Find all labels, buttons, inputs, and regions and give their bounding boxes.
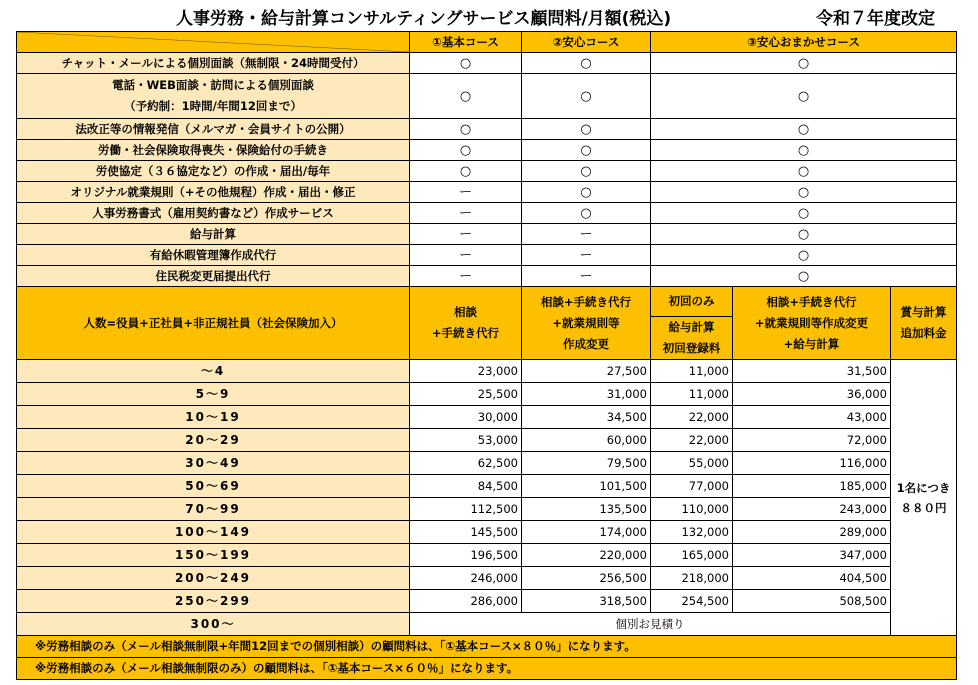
employee-range: 200～249: [17, 567, 410, 590]
availability-mark: ○: [651, 140, 957, 161]
note-row: [17, 658, 957, 680]
header-line: +給与計算: [783, 336, 840, 351]
fee-table: [16, 31, 957, 680]
service-label-line: 有給休暇管理簿作成代行: [149, 247, 277, 262]
course-omakase-header: ③安心おまかせコース: [651, 32, 957, 53]
availability-mark: ○: [522, 203, 651, 224]
service-label: [17, 203, 410, 224]
basic-fee: 53,000: [410, 429, 522, 452]
basic-fee: 196,500: [410, 544, 522, 567]
fee-row: [17, 360, 957, 383]
header-line: +手続き代行: [431, 326, 500, 340]
service-label-line: 人事労務書式（雇用契約書など）作成サービス: [92, 205, 334, 220]
service-label: [17, 53, 410, 74]
employee-range: 100～149: [17, 521, 410, 544]
page-title: 人事労務・給与計算コンサルティングサービス顧問料/月額(税込): [176, 9, 672, 29]
service-label: [17, 266, 410, 287]
service-label-line: 労使協定（３６協定など）の作成・届出/毎年: [95, 163, 331, 178]
omakase-fee: 72,000: [733, 429, 891, 452]
service-label-line: 電話・WEB面談・訪問による個別面談: [112, 78, 314, 92]
fee-row: [17, 452, 957, 475]
fee-row: [17, 383, 957, 406]
initial-only-header: 初回のみ: [651, 287, 733, 317]
availability-mark: ○: [651, 224, 957, 245]
service-row: [17, 266, 957, 287]
header-line: +就業規則等作成変更: [754, 315, 869, 330]
omakase-fee: 508,500: [733, 590, 891, 613]
service-row: [17, 245, 957, 266]
omakase-fee: 289,000: [733, 521, 891, 544]
availability-mark: ー: [522, 245, 651, 266]
basic-fee: 30,000: [410, 406, 522, 429]
omakase-fee: 404,500: [733, 567, 891, 590]
quote-cell: 個別お見積り: [410, 613, 891, 636]
header-line: 追加料金: [900, 326, 947, 340]
initial-fee: 11,000: [651, 360, 733, 383]
fee-row: [17, 544, 957, 567]
anshin-fee: 318,500: [522, 590, 651, 613]
omakase-fee: 43,000: [733, 406, 891, 429]
service-row: [17, 161, 957, 182]
course-header-row: [17, 32, 957, 53]
omakase-fee: 185,000: [733, 475, 891, 498]
employee-range: 70～99: [17, 498, 410, 521]
omakase-fee-header: [733, 287, 891, 360]
availability-mark: ○: [651, 203, 957, 224]
service-row: [17, 203, 957, 224]
basic-fee: 246,000: [410, 567, 522, 590]
availability-mark: ー: [410, 224, 522, 245]
service-label-line: 法改正等の情報発信（メルマガ・会員サイトの公開）: [75, 121, 351, 136]
anshin-fee: 34,500: [522, 406, 651, 429]
service-label: [17, 245, 410, 266]
revision-label: 令和７年度改定: [816, 9, 935, 29]
availability-mark: ○: [410, 74, 522, 119]
anshin-fee: 101,500: [522, 475, 651, 498]
service-label: [17, 119, 410, 140]
omakase-fee: 347,000: [733, 544, 891, 567]
employee-range: 250～299: [17, 590, 410, 613]
availability-mark: ○: [410, 53, 522, 74]
anshin-fee-header: [522, 287, 651, 360]
employee-range: 50～69: [17, 475, 410, 498]
availability-mark: ー: [522, 224, 651, 245]
initial-fee: 254,500: [651, 590, 733, 613]
initial-fee: 22,000: [651, 429, 733, 452]
initial-fee: 22,000: [651, 406, 733, 429]
note-row: [17, 636, 957, 658]
availability-mark: ○: [651, 119, 957, 140]
initial-fee: 77,000: [651, 475, 733, 498]
availability-mark: ○: [651, 245, 957, 266]
availability-mark: ー: [410, 203, 522, 224]
service-row: [17, 119, 957, 140]
basic-fee: 62,500: [410, 452, 522, 475]
service-label-line: 給与計算: [190, 226, 236, 241]
fee-row: [17, 590, 957, 613]
header-line: 相談+手続き代行: [766, 294, 857, 309]
initial-fee: 132,000: [651, 521, 733, 544]
availability-mark: ー: [522, 266, 651, 287]
corner-cell: [17, 32, 410, 53]
employee-range: 10～19: [17, 406, 410, 429]
fee-row: [17, 521, 957, 544]
bonus-fee-header: [891, 287, 957, 360]
employee-range: 30～49: [17, 452, 410, 475]
service-label-line: 労働・社会保険取得喪失・保険給付の手続き: [98, 142, 328, 157]
service-row: [17, 182, 957, 203]
service-label-line: （予約制：1時間/年間12回まで）: [124, 99, 302, 113]
availability-mark: ○: [522, 119, 651, 140]
service-label: [17, 140, 410, 161]
basic-fee: 286,000: [410, 590, 522, 613]
basic-fee: 23,000: [410, 360, 522, 383]
availability-mark: ー: [410, 182, 522, 203]
service-row: [17, 224, 957, 245]
page-header: [0, 4, 978, 28]
availability-mark: ○: [522, 182, 651, 203]
availability-mark: ○: [522, 74, 651, 119]
availability-mark: ー: [410, 245, 522, 266]
header-line: 相談+手続き代行: [540, 294, 632, 309]
service-label-line: チャット・メールによる個別面談（無制限・24時間受付）: [61, 55, 365, 70]
service-label-line: 住民税変更届提出代行: [155, 268, 271, 283]
anshin-fee: 135,500: [522, 498, 651, 521]
basic-fee: 145,500: [410, 521, 522, 544]
footnote: ※労務相談のみ（メール相談無制限のみ）の顧問料は、「①基本コース×６０％」になります。: [17, 658, 957, 680]
availability-mark: ○: [410, 140, 522, 161]
availability-mark: ○: [522, 161, 651, 182]
service-row: [17, 74, 957, 119]
header-line: 相談: [454, 305, 477, 319]
fee-row: [17, 498, 957, 521]
service-label: [17, 182, 410, 203]
omakase-fee: 116,000: [733, 452, 891, 475]
initial-fee: 218,000: [651, 567, 733, 590]
initial-fee: 165,000: [651, 544, 733, 567]
omakase-fee: 31,500: [733, 360, 891, 383]
omakase-fee: 243,000: [733, 498, 891, 521]
availability-mark: ○: [410, 119, 522, 140]
availability-mark: ○: [522, 140, 651, 161]
anshin-fee: 79,500: [522, 452, 651, 475]
course-basic-header: ①基本コース: [410, 32, 522, 53]
service-row: [17, 53, 957, 74]
initial-fee-header: [651, 317, 733, 360]
header-line: 作成変更: [563, 336, 609, 351]
availability-mark: ○: [651, 161, 957, 182]
employee-range: 5～9: [17, 383, 410, 406]
initial-fee: 55,000: [651, 452, 733, 475]
anshin-fee: 174,000: [522, 521, 651, 544]
service-label: [17, 161, 410, 182]
basic-fee-header: [410, 287, 522, 360]
basic-fee: 25,500: [410, 383, 522, 406]
employee-range: ～4: [17, 360, 410, 383]
header-line: 初回登録料: [662, 341, 721, 355]
availability-mark: ○: [522, 53, 651, 74]
anshin-fee: 60,000: [522, 429, 651, 452]
employee-range: 300～: [17, 613, 410, 636]
anshin-fee: 27,500: [522, 360, 651, 383]
availability-mark: ー: [410, 266, 522, 287]
header-line: 給与計算: [668, 320, 715, 334]
fee-row: [17, 406, 957, 429]
initial-fee: 11,000: [651, 383, 733, 406]
anshin-fee: 256,500: [522, 567, 651, 590]
employee-range: 150～199: [17, 544, 410, 567]
people-count-label: 人数=役員+正社員+非正規社員（社会保険加入）: [17, 287, 410, 360]
availability-mark: ○: [651, 182, 957, 203]
anshin-fee: 31,000: [522, 383, 651, 406]
service-label: [17, 224, 410, 245]
fee-row: [17, 613, 957, 636]
initial-fee: 110,000: [651, 498, 733, 521]
bonus-fee-cell: [891, 360, 957, 636]
anshin-fee: 220,000: [522, 544, 651, 567]
basic-fee: 112,500: [410, 498, 522, 521]
footnote: ※労務相談のみ（メール相談無制限+年間12回までの個別相談）の顧問料は、「①基本コース×８０％」になります。: [17, 636, 957, 658]
availability-mark: ○: [651, 266, 957, 287]
course-anshin-header: ②安心コース: [522, 32, 651, 53]
bonus-fee-line: 1名につき: [896, 480, 951, 495]
availability-mark: ○: [410, 161, 522, 182]
service-label: [17, 74, 410, 119]
employee-range: 20～29: [17, 429, 410, 452]
fee-row: [17, 429, 957, 452]
bonus-fee-line: ８８０円: [900, 500, 947, 515]
fee-row: [17, 567, 957, 590]
header-line: +就業規則等: [552, 315, 620, 330]
availability-mark: ○: [651, 53, 957, 74]
service-row: [17, 140, 957, 161]
fee-header-row: [17, 287, 957, 317]
header-line: 賞与計算: [900, 305, 947, 319]
service-label-line: オリジナル就業規則（+その他規程）作成・届出・修正: [70, 184, 356, 199]
omakase-fee: 36,000: [733, 383, 891, 406]
availability-mark: ○: [651, 74, 957, 119]
basic-fee: 84,500: [410, 475, 522, 498]
fee-row: [17, 475, 957, 498]
